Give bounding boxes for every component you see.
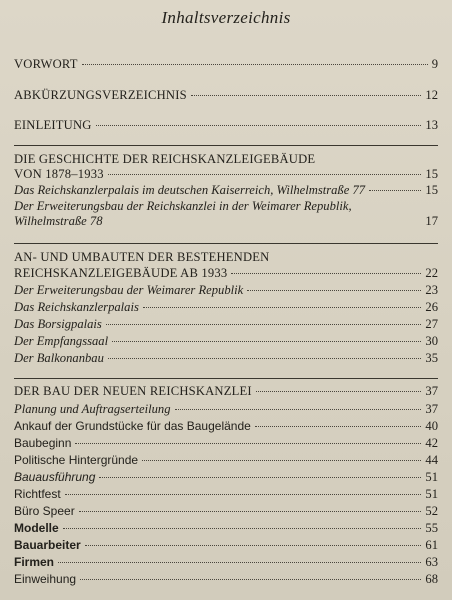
entry-page: 61: [425, 538, 438, 552]
toc-entry-firmen[interactable]: [14, 555, 438, 570]
dot-leader: [255, 426, 422, 427]
toc-entry-baubeginn[interactable]: [14, 436, 438, 451]
dot-leader: [191, 95, 422, 96]
entry-page: 17: [425, 214, 438, 228]
dot-leader: [96, 125, 422, 126]
entry-label: Einweihung: [14, 572, 77, 586]
entry-label: Bauausführung: [14, 470, 96, 484]
entry-page: 9: [431, 57, 438, 71]
dot-leader: [108, 174, 422, 175]
entry-label: Das Reichskanzlerpalais im deutschen Kaiserreich, Wilhelmstraße 77: [14, 183, 366, 197]
entry-page: 63: [425, 555, 438, 569]
dot-leader: [82, 64, 428, 65]
toc-entry-buero-speer[interactable]: [14, 504, 438, 519]
entry-label: Der Empfangssaal: [14, 334, 109, 348]
section-heading-line: DIE GESCHICHTE DER REICHSKANZLEIGEBÄUDE: [14, 152, 316, 166]
toc-entry-ankauf[interactable]: [14, 419, 438, 434]
entry-label: Der Erweiterungsbau der Weimarer Republik: [14, 283, 244, 297]
dot-leader: [175, 409, 422, 410]
dot-leader: [85, 545, 422, 546]
toc-entry-erweiterungsbau-weimar[interactable]: [14, 283, 438, 298]
toc-entry-geschichte[interactable]: [14, 167, 438, 182]
toc-entry-vorwort[interactable]: [14, 57, 438, 72]
dot-leader: [256, 391, 422, 392]
dot-leader: [99, 477, 421, 478]
entry-label-line: Der Erweiterungsbau der Reichskanzlei in der Weimarer Republik,: [14, 199, 352, 213]
entry-label: ABKÜRZUNGSVERZEICHNIS: [14, 88, 187, 102]
section-divider: [14, 145, 438, 146]
dot-leader: [112, 341, 421, 342]
entry-page: 13: [425, 118, 438, 132]
dot-leader: [63, 528, 422, 529]
entry-label: Das Reichskanzlerpalais: [14, 300, 139, 314]
dot-leader: [65, 494, 422, 495]
entry-label: VON 1878–1933: [14, 167, 104, 181]
dot-leader: [75, 443, 421, 444]
entry-page: 44: [425, 453, 438, 467]
entry-page: 51: [425, 487, 438, 501]
toc-entry-anbauten[interactable]: [14, 266, 438, 281]
dot-leader: [80, 579, 421, 580]
entry-page: 12: [425, 88, 438, 102]
toc-entry-bauarbeiter[interactable]: [14, 538, 438, 553]
entry-page: 23: [425, 283, 438, 297]
toc-entry-richtfest[interactable]: [14, 487, 438, 502]
toc-entry-bauausfuehrung[interactable]: [14, 470, 438, 485]
entry-label: Bauarbeiter: [14, 538, 81, 552]
toc-entry-reichskanzlerpalais-kaiserreich[interactable]: [14, 183, 438, 198]
dot-leader: [247, 290, 421, 291]
entry-label: Planung und Auftragserteilung: [14, 402, 171, 416]
toc-entry-abkuerzungsverzeichnis[interactable]: [14, 88, 438, 103]
toc-entry-erweiterungsbau[interactable]: [14, 214, 438, 229]
entry-page: 52: [425, 504, 438, 518]
entry-label: Büro Speer: [14, 504, 75, 518]
entry-page: 26: [425, 300, 438, 314]
section-divider: [14, 378, 438, 379]
entry-label: REICHSKANZLEIGEBÄUDE AB 1933: [14, 266, 228, 280]
toc-entry-borsigpalais[interactable]: [14, 317, 438, 332]
entry-page: 27: [425, 317, 438, 331]
dot-leader: [143, 307, 422, 308]
entry-page: 37: [425, 384, 438, 398]
toc-entry-modelle[interactable]: [14, 521, 438, 536]
dot-leader: [106, 324, 422, 325]
dot-leader: [142, 460, 421, 461]
toc-entry-empfangssaal[interactable]: [14, 334, 438, 349]
entry-label: VORWORT: [14, 57, 78, 71]
toc-entry-planung[interactable]: [14, 402, 438, 417]
entry-page: 51: [425, 470, 438, 484]
toc-entry-bau-neue-reichskanzlei[interactable]: [14, 384, 438, 399]
entry-page: 37: [425, 402, 438, 416]
entry-page: 42: [425, 436, 438, 450]
entry-label: Richtfest: [14, 487, 61, 501]
dot-leader: [79, 511, 422, 512]
entry-label: EINLEITUNG: [14, 118, 92, 132]
entry-label: Der Balkonanbau: [14, 351, 104, 365]
toc-entry-politische-hintergruende[interactable]: [14, 453, 438, 468]
page-title: Inhaltsverzeichnis: [161, 8, 291, 27]
dot-leader: [58, 562, 421, 563]
entry-page: 35: [425, 351, 438, 365]
entry-label: DER BAU DER NEUEN REICHSKANZLEI: [14, 384, 252, 398]
section-heading-line: AN- UND UMBAUTEN DER BESTEHENDEN: [14, 250, 270, 264]
entry-label: Modelle: [14, 521, 59, 535]
toc-entry-balkonanbau[interactable]: [14, 351, 438, 366]
entry-page: 15: [425, 183, 438, 197]
dot-leader: [231, 273, 421, 274]
entry-page: 55: [425, 521, 438, 535]
toc-entry-reichskanzlerpalais[interactable]: [14, 300, 438, 315]
section-divider: [14, 243, 438, 244]
entry-page: 30: [425, 334, 438, 348]
entry-page: 22: [425, 266, 438, 280]
entry-label: Wilhelmstraße 78: [14, 214, 103, 228]
entry-page: 40: [425, 419, 438, 433]
dot-leader: [108, 358, 422, 359]
toc-entry-einweihung[interactable]: [14, 572, 438, 587]
entry-label: Firmen: [14, 555, 55, 569]
entry-page: 68: [425, 572, 438, 586]
dot-leader: [369, 190, 421, 191]
toc-entry-einleitung[interactable]: [14, 118, 438, 133]
entry-label: Politische Hintergründe: [14, 453, 139, 467]
entry-page: 15: [425, 167, 438, 181]
entry-label: Ankauf der Grundstücke für das Baugelände: [14, 419, 251, 433]
entry-label: Baubeginn: [14, 436, 72, 450]
entry-label: Das Borsigpalais: [14, 317, 102, 331]
